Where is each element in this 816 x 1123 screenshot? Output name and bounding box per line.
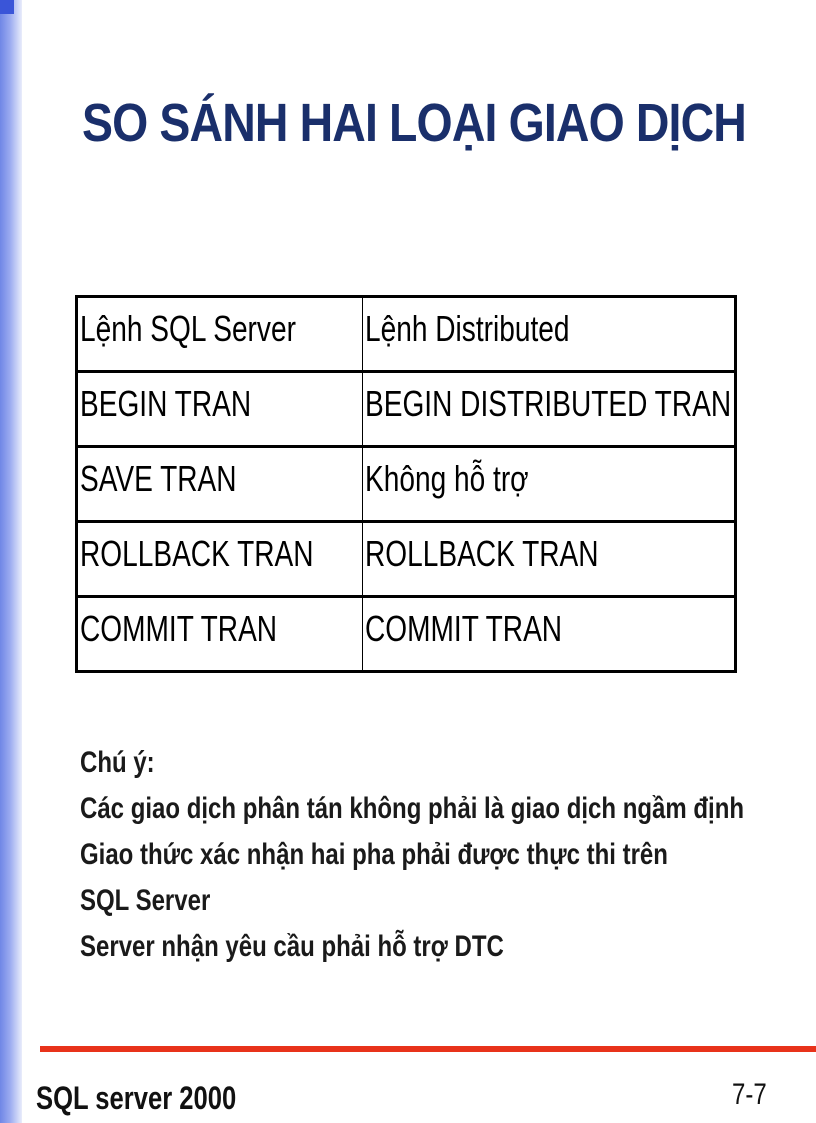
note-line: Giao thức xác nhận hai pha phải được thực thi trên	[80, 838, 668, 871]
cell-text: COMMIT TRAN	[365, 608, 563, 649]
table-cell	[77, 522, 363, 597]
cell-text: ROLLBACK TRAN	[80, 533, 314, 574]
table-cell	[363, 372, 736, 447]
table-row	[77, 447, 736, 522]
note-line: Server nhận yêu cầu phải hỗ trợ DTC	[80, 930, 504, 963]
table-cell	[363, 447, 736, 522]
note-line: SQL Server	[80, 884, 211, 917]
note-heading: Chú ý:	[80, 746, 155, 779]
table-row	[77, 297, 736, 372]
left-accent-corner	[0, 0, 14, 14]
table-cell	[77, 597, 363, 672]
table-cell	[363, 297, 736, 372]
footer-divider	[40, 1046, 816, 1052]
cell-text: COMMIT TRAN	[80, 608, 278, 649]
table-cell	[77, 447, 363, 522]
footer-course-title: SQL server 2000	[36, 1080, 237, 1116]
cell-text: BEGIN DISTRIBUTED TRAN	[365, 383, 732, 424]
cell-text: Lệnh Distributed	[365, 308, 570, 349]
table-cell	[77, 297, 363, 372]
table-row	[77, 597, 736, 672]
note-line: Các giao dịch phân tán không phải là giao dịch ngầm định	[80, 792, 745, 825]
cell-text: Lệnh SQL Server	[80, 308, 296, 349]
cell-text: BEGIN TRAN	[80, 383, 252, 424]
table-cell	[77, 372, 363, 447]
cell-text: SAVE TRAN	[80, 458, 237, 499]
comparison-table	[75, 295, 737, 673]
table-cell	[363, 522, 736, 597]
slide-title: SO SÁNH HAI LOẠI GIAO DỊCH	[82, 93, 746, 153]
cell-text: ROLLBACK TRAN	[365, 533, 599, 574]
left-accent-bar	[0, 0, 22, 1123]
cell-text: Không hỗ trợ	[365, 458, 529, 499]
table-row	[77, 522, 736, 597]
table-row	[77, 372, 736, 447]
footer-page-number: 7-7	[732, 1078, 767, 1111]
table-cell	[363, 597, 736, 672]
notes-block	[80, 740, 816, 970]
